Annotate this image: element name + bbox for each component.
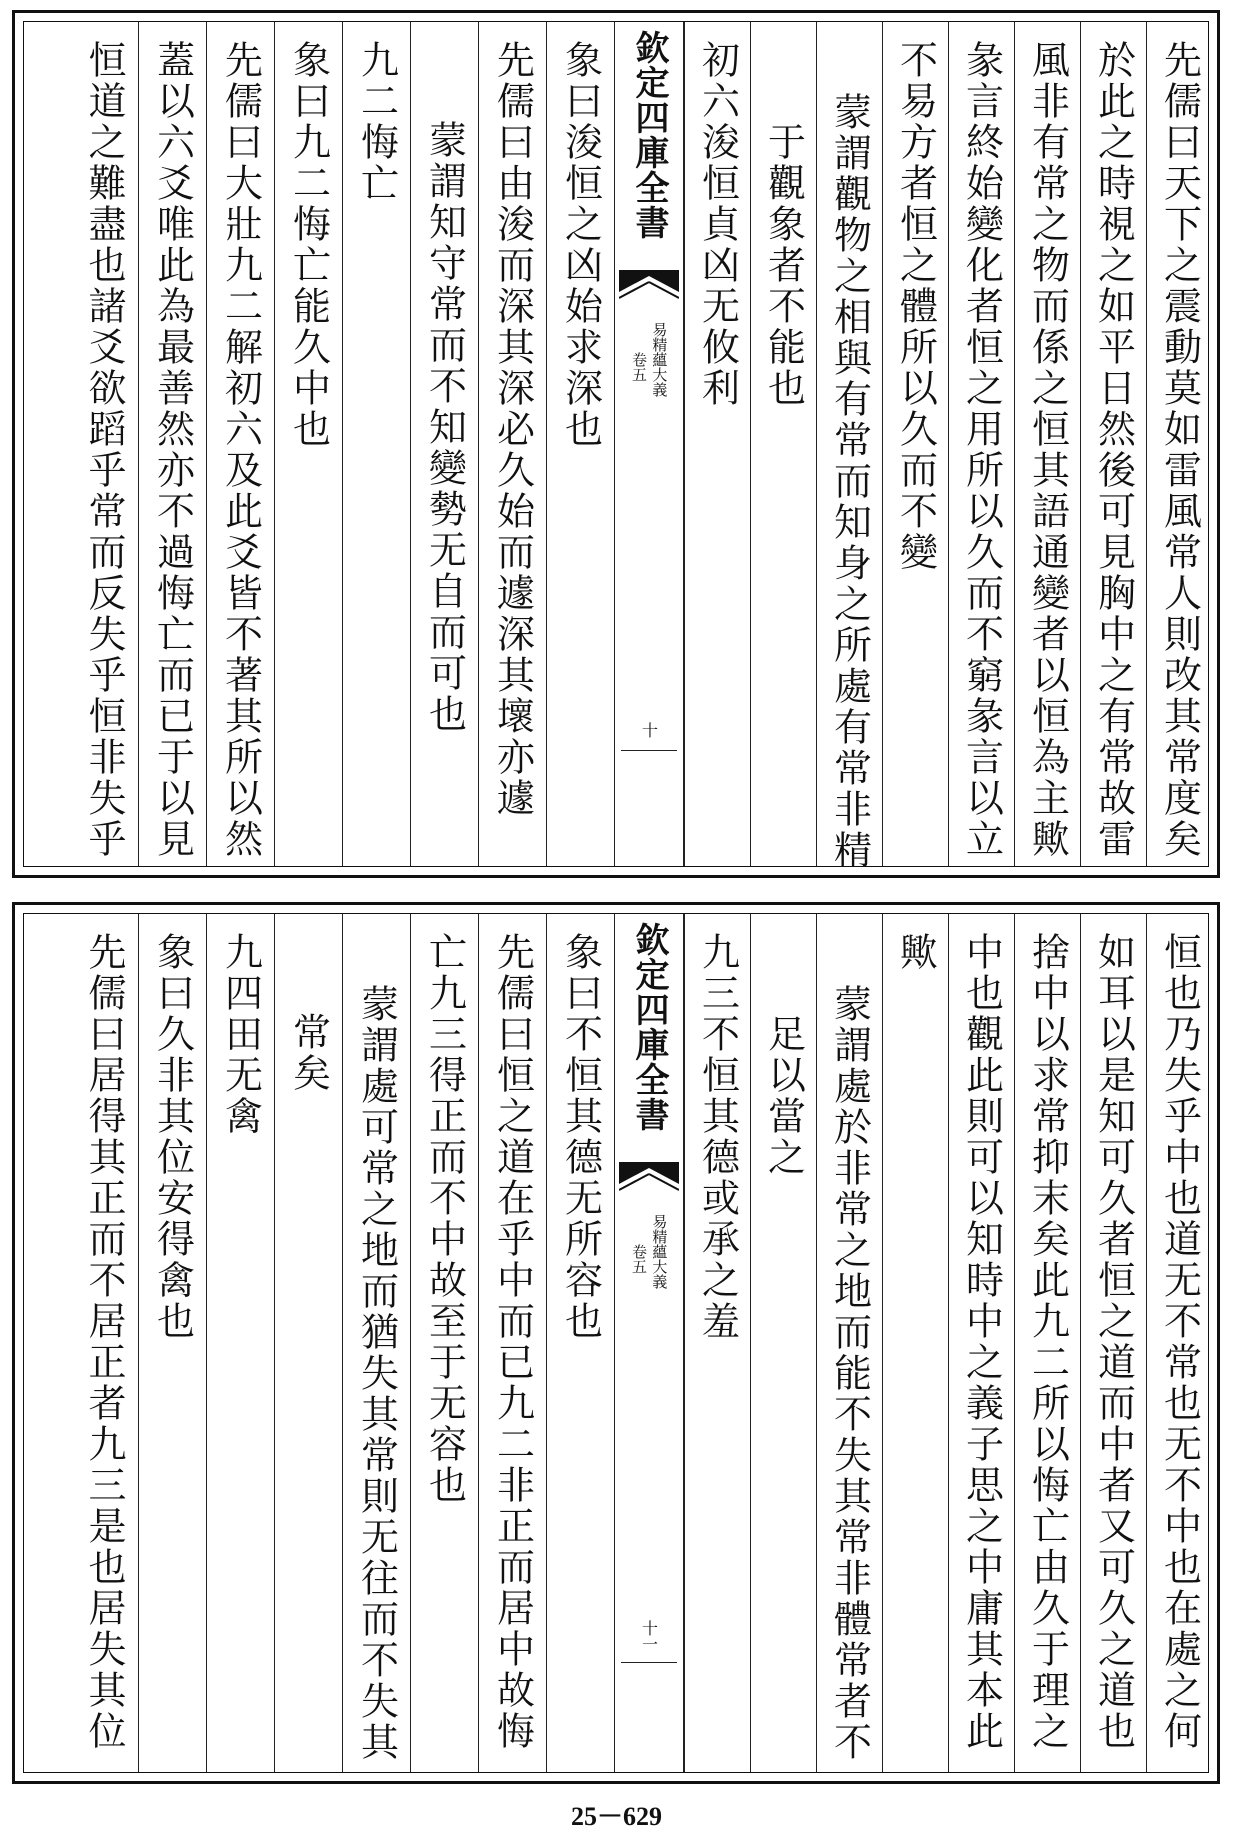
column-text: 蒙謂知守常而不知變勢无自而可也 [422,120,467,735]
column-text: 九二悔亡 [354,40,399,204]
column-text: 中也觀此則可以知時中之義子思之中庸其本此 [959,932,1004,1752]
text-column [274,914,342,1772]
column-text: 象曰九二悔亡能久中也 [286,40,331,450]
center-fold-column [614,914,684,1772]
text-column [750,914,816,1772]
column-text: 常矣 [286,1012,331,1094]
text-column [1014,22,1080,866]
column-text: 如耳以是知可久者恒之道而中者又可久之道也 [1091,932,1136,1752]
text-column [546,914,614,1772]
column-text: 于觀象者不能也 [761,122,806,409]
book-name: 易精蘊大義 [650,322,669,397]
book-name: 易精蘊大義 [650,1214,669,1289]
text-column [1080,22,1146,866]
folio-number: 十 [639,722,659,738]
volume-label: 卷五 [629,1244,648,1274]
text-column [684,22,750,866]
center-fold-column [614,22,684,866]
column-text: 不易方者恒之體所以久而不變 [893,40,938,573]
column-text: 捨中以求常抑末矣此九二所以悔亡由久于理之 [1025,932,1070,1752]
column-text: 彖言終始變化者恒之用所以久而不窮彖言以立 [959,40,1004,860]
text-column [1146,22,1212,866]
lower-page [12,902,1220,1784]
collection-title: 欽定四庫全書 [629,922,669,1132]
column-text: 先儒曰居得其正而不居正者九三是也居失其位 [82,932,126,1752]
text-column [948,22,1014,866]
text-column [410,22,478,866]
column-text: 蒙謂處可常之地而猶失其常則无往而不失其 [354,984,399,1763]
text-column [1146,914,1212,1772]
column-text: 初六浚恒貞凶无攸利 [695,40,740,409]
text-column [948,914,1014,1772]
text-column [138,22,206,866]
collection-title: 欽定四庫全書 [629,30,669,240]
text-column [70,914,138,1772]
upper-page-frame [23,21,1209,871]
text-column [816,22,882,871]
text-column [546,22,614,866]
text-column [1014,914,1080,1772]
lower-page-frame [23,913,1209,1773]
column-text: 先儒曰由浚而深其深必久始而遽深其壞亦遽 [490,40,535,819]
column-text: 歟 [893,932,938,973]
text-column [478,914,546,1772]
folio-rule [621,1662,677,1663]
text-column [206,22,274,866]
column-text: 風非有常之物而係之恒其語通變者以恒為主歟 [1025,40,1070,860]
column-text: 先儒曰恒之道在乎中而已九二非正而居中故悔 [490,932,535,1752]
text-column [684,914,750,1772]
column-text: 九三不恒其德或承之羞 [695,932,740,1342]
column-text: 象曰不恒其德无所容也 [558,932,603,1342]
upper-page [12,10,1220,878]
text-column [816,914,882,1772]
text-column [138,914,206,1772]
column-text: 恒道之難盡也諸爻欲蹈乎常而反失乎恒非失乎 [82,40,126,860]
column-text: 九四田无禽 [218,932,263,1137]
fishtail-mark-icon [619,1162,679,1202]
text-column [1080,914,1146,1772]
fishtail-mark-icon [619,270,679,310]
column-text: 先儒曰天下之震動莫如雷風常人則改其常度矣 [1157,40,1202,860]
page-number: 25－629 [570,1802,662,1831]
text-column [410,914,478,1772]
column-text: 蒙謂觀物之相與有常而知身之所處有常非精 [827,92,872,871]
text-column [70,22,138,866]
column-text: 象曰浚恒之凶始求深也 [558,40,603,450]
column-text: 蓋以六爻唯此為最善然亦不過悔亡而已于以見 [150,40,195,860]
column-text: 於此之時視之如平日然後可見胸中之有常故雷 [1091,40,1136,860]
text-column [274,22,342,866]
text-column [342,22,410,866]
column-text: 蒙謂處於非常之地而能不失其常非體常者不 [827,984,872,1763]
text-column [478,22,546,866]
column-text: 亡九三得正而不中故至于无容也 [422,932,467,1506]
folio-number: 十一 [639,1620,659,1652]
text-column [882,22,948,866]
column-text: 象曰久非其位安得禽也 [150,932,195,1342]
text-column [206,914,274,1772]
text-column [882,914,948,1772]
text-column [750,22,816,866]
volume-label: 卷五 [629,352,648,382]
folio-rule [621,750,677,751]
column-text: 恒也乃失乎中也道无不常也无不中也在處之何 [1157,932,1202,1752]
column-text: 先儒曰大壯九二解初六及此爻皆不著其所以然 [218,40,263,860]
text-column [342,914,410,1772]
column-text: 足以當之 [761,1014,806,1178]
